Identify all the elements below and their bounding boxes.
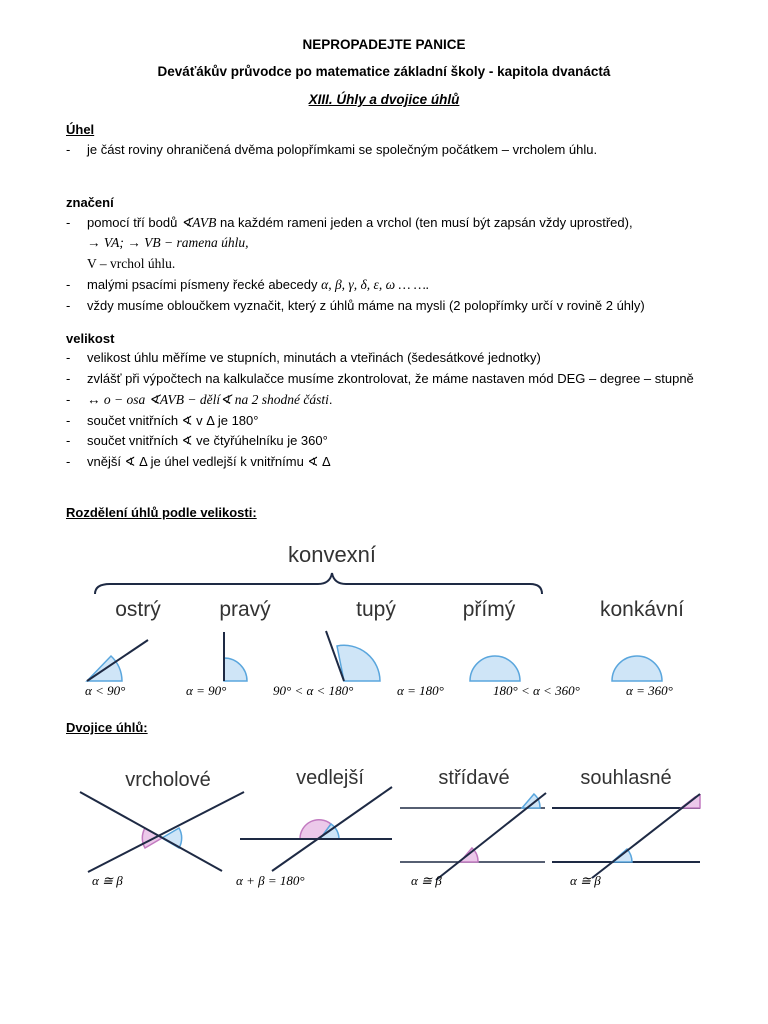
bullet-dash: - [66, 142, 71, 157]
list-item: - pomocí tří bodů ∢AVB na každém rameni jeden a vrchol (ten musí být zapsán vždy uprostřed), [66, 215, 633, 230]
section-heading-znaceni: značení [66, 195, 114, 210]
pair-label-stridave: střídavé [438, 767, 510, 789]
group-label-konvexni: konvexní [287, 542, 377, 567]
angle-arc-full [612, 656, 662, 681]
type-label-primy: přímý [462, 598, 516, 621]
list-item: - velikost úhlu měříme ve stupních, minutách a vteřinách (šedesátkové jednotky) [66, 350, 541, 365]
formula-label: α + β = 180° [236, 873, 305, 888]
formula-label: α ≅ β [92, 873, 123, 888]
type-label-ostry: ostrý [115, 598, 161, 621]
list-item: - je část roviny ohraničená dvěma polopřímkami se společným počátkem – vrcholem úhlu. [66, 142, 598, 157]
list-item: - součet vnitřních ∢ ve čtyřúhelníku je 360° [66, 433, 328, 448]
pair-label-vedlejsi: vedlejší [296, 767, 364, 789]
list-item: - vždy musíme obloučkem vyznačit, který z úhlů máme na mysli (2 polopřímky určí v rovině 2 úhly) [66, 298, 645, 313]
formula-label: 90° < α < 180° [273, 683, 354, 698]
list-item: - malými psacími písmeny řecké abecedy α, β, γ, δ, ε, ω … …. [66, 277, 430, 292]
angle-arc-straight [470, 656, 520, 681]
section-heading-velikost: velikost [66, 331, 115, 346]
formula-label: α ≅ β [570, 873, 601, 888]
intersecting-line [80, 792, 222, 871]
pair-label-vrcholove: vrcholové [125, 769, 211, 791]
type-label-konkavni: konkávní [599, 598, 685, 621]
formula-label: α ≅ β [411, 873, 442, 888]
intersecting-line [88, 792, 244, 872]
list-subline: → VA; → VB − ramena úhlu, [87, 235, 249, 250]
list-item: - vnější ∢ Δ je úhel vedlejší k vnitřnímu ∢ Δ [66, 454, 331, 469]
section-heading-dvojice: Dvojice úhlů: [66, 720, 148, 735]
formula-label: α < 90° [85, 683, 126, 698]
angle-arc-obtuse [337, 645, 380, 681]
type-label-tupy: tupý [356, 598, 396, 621]
angle-arc-right [224, 658, 247, 681]
section-heading-uhel: Úhel [66, 122, 95, 137]
pair-label-souhlasne: souhlasné [580, 767, 672, 789]
konvexni-brace [95, 573, 542, 594]
list-item: - zvlášť při výpočtech na kalkulačce musíme zkontrolovat, že máme nastaven mód DEG – degree – stupně [66, 371, 694, 386]
ray-line [272, 787, 392, 871]
formula-label: α = 360° [626, 683, 673, 698]
formula-label: α = 90° [186, 683, 227, 698]
list-subline: V – vrchol úhlu. [87, 256, 176, 271]
list-item: - ↔ o − osa ∢AVB − dělí∢ na 2 shodné části. [66, 392, 333, 407]
formula-label: α = 180° [397, 683, 444, 698]
section-heading-rozdeleni: Rozdělení úhlů podle velikosti: [66, 505, 257, 520]
formula-label: 180° < α < 360° [493, 683, 580, 698]
list-item: - součet vnitřních ∢ v Δ je 180° [66, 413, 259, 428]
doc-subtitle: Deváťákův průvodce po matematice základní školy - kapitola dvanáctá [157, 64, 611, 79]
transversal-line [592, 794, 700, 878]
doc-title: NEPROPADEJTE PANICE [302, 37, 466, 52]
type-label-pravy: pravý [219, 598, 271, 621]
angle-arc-beta [162, 828, 182, 848]
transversal-line [436, 793, 546, 880]
chapter-title: XIII. Úhly a dvojice úhlů [308, 92, 460, 107]
